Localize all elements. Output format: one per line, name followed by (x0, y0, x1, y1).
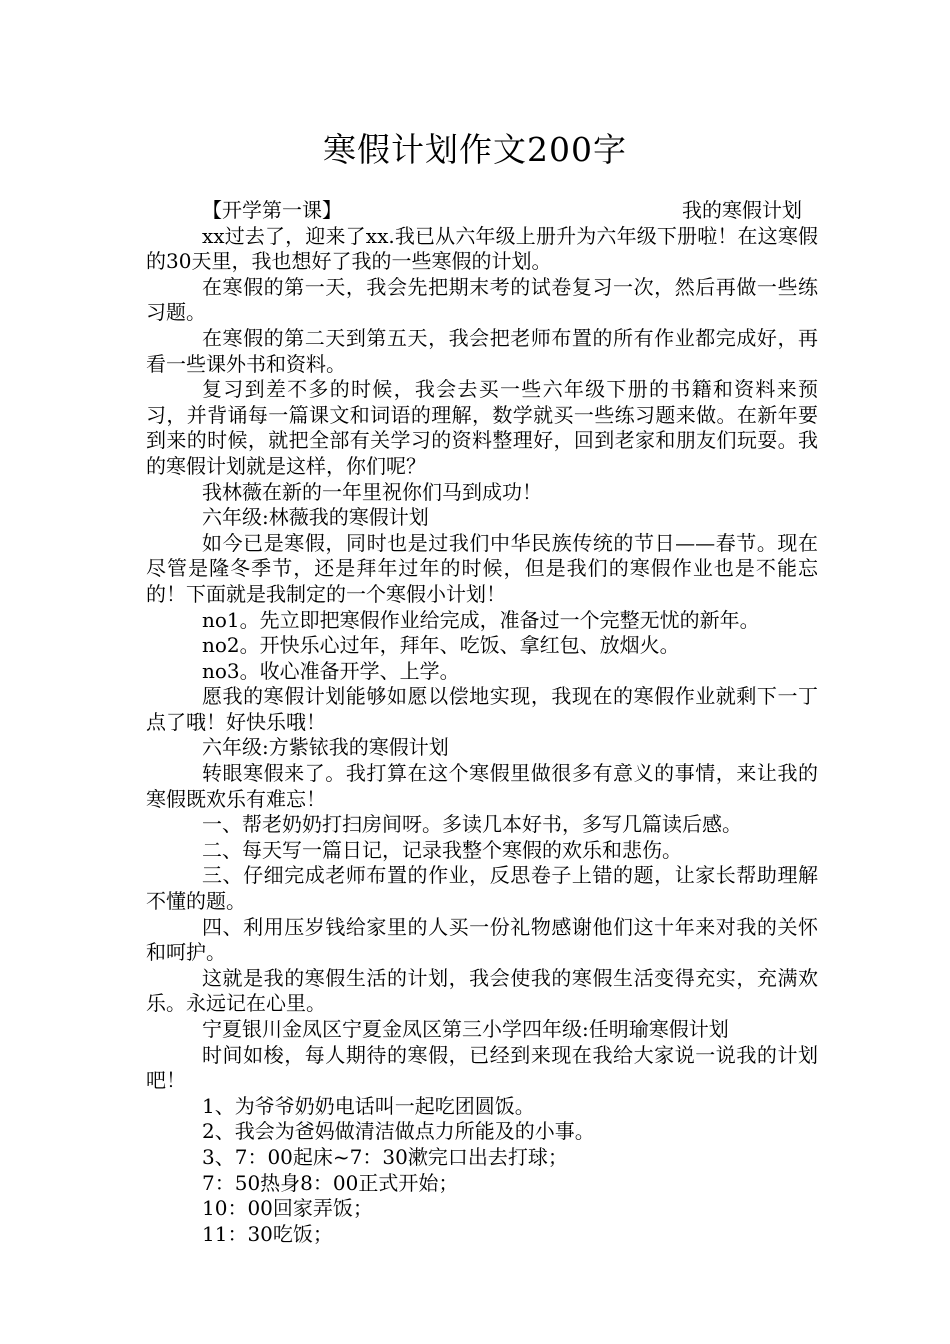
paragraph: 转眼寒假来了。我打算在这个寒假里做很多有意义的事情，来让我的寒假既欢乐有难忘！ (146, 761, 818, 811)
paragraph: 3、7：00起床~7：30漱完口出去打球； (202, 1144, 568, 1169)
paragraph: no1。先立即把寒假作业给完成，准备过一个完整无忧的新年。 (202, 607, 760, 632)
paragraph: 如今已是寒假，同时也是过我们中华民族传统的节日——春节。现在尽管是隆冬季节，还是拜年过年的时候，但是我们的寒假作业也是不能忘的！下面就是我制定的一个寒假小计划！ (146, 530, 818, 606)
paragraph: 2、我会为爸妈做清洁做点力所能及的小事。 (202, 1119, 595, 1144)
paragraph: 11：30吃饭； (202, 1221, 333, 1246)
paragraph: 宁夏银川金凤区宁夏金凤区第三小学四年级:任明瑜寒假计划 (202, 1017, 729, 1041)
paragraph: 三、仔细完成老师布置的作业，反思卷子上错的题，让家长帮助理解不懂的题。 (146, 863, 818, 914)
paragraph: no2。开快乐心过年，拜年、吃饭、拿红包、放烟火。 (202, 633, 680, 658)
paragraph: 六年级:林薇我的寒假计划 (202, 505, 429, 530)
paragraph: 在寒假的第一天，我会先把期末考的试卷复习一次，然后再做一些练习题。 (146, 274, 818, 325)
paragraph: 四、利用压岁钱给家里的人买一份礼物感谢他们这十年来对我的关怀和呵护。 (146, 914, 818, 965)
header-right: 我的寒假计划 (682, 198, 802, 222)
paragraph: 7：50热身8：00正式开始； (202, 1170, 459, 1195)
document-title: 寒假计划作文200字 (323, 130, 627, 169)
header-line (146, 198, 818, 224)
paragraph: 我林薇在新的一年里祝你们马到成功！ (202, 479, 542, 504)
paragraph: 在寒假的第二天到第五天，我会把老师布置的所有作业都完成好，再看一些课外书和资料。 (146, 325, 818, 376)
paragraph: 一、帮老奶奶打扫房间呀。多读几本好书，多写几篇读后感。 (202, 812, 742, 837)
paragraph: 10：00回家弄饭； (202, 1196, 373, 1221)
paragraph: 愿我的寒假计划能够如愿以偿地实现，我现在的寒假作业就剩下一丁点了哦！好快乐哦！ (146, 684, 818, 734)
paragraph: 时间如梭，每人期待的寒假，已经到来现在我给大家说一说我的计划吧！ (146, 1042, 818, 1093)
paragraph: 六年级:方紫铱我的寒假计划 (202, 735, 449, 760)
paragraph: no3。收心准备开学、上学。 (202, 658, 460, 683)
document-body (146, 198, 818, 1247)
paragraph-list (146, 224, 818, 1248)
paragraph: xx过去了，迎来了xx.我已从六年级上册升为六年级下册啦！在这寒假的30天里，我也想好了我的一些寒假的计划。 (146, 223, 818, 274)
header-left: 【开学第一课】 (202, 198, 342, 222)
paragraph: 1、为爷爷奶奶电话叫一起吃团圆饭。 (202, 1093, 535, 1118)
paragraph: 这就是我的寒假生活的计划，我会使我的寒假生活变得充实，充满欢乐。永远记在心里。 (146, 965, 818, 1016)
paragraph: 复习到差不多的时候，我会去买一些六年级下册的书籍和资料来预习，并背诵每一篇课文和词语的理解，数学就买一些练习题来做。在新年要到来的时候，就把全部有关学习的资料整理好，回到老家和朋友们玩耍。我的寒假计划就是这样，你们呢？ (146, 377, 818, 478)
paragraph: 二、每天写一篇日记，记录我整个寒假的欢乐和悲伤。 (202, 837, 682, 862)
